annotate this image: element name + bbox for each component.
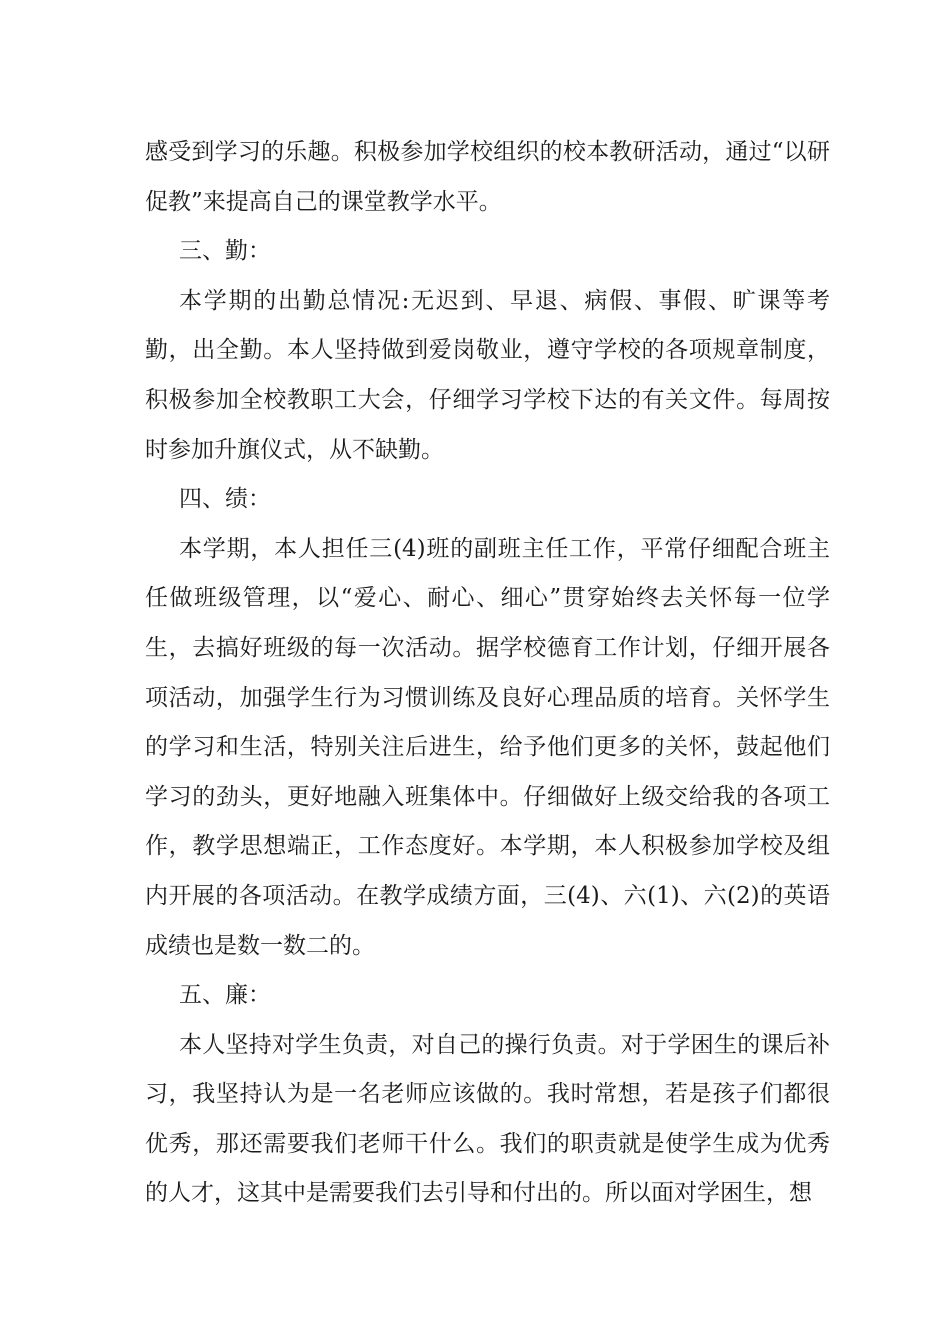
- section-heading-lian: 五、廉：: [179, 982, 271, 1009]
- paragraph-performance: 本学期，本人担任三(4)班的副班主任工作，平常仔细配合班主任做班级管理，以“爱心、耐心、细心”贯穿始终去关怀每一位学生，去搞好班级的每一次活动。据学校德育工作计划，仔细开展各项活动，加强学生行为习惯训练及良好心理品质的培育。关怀学生的学习和生活，特别关注后进生，给予他们更多的关怀，鼓起他们学习的劲头，更好地融入班集体中。仔细做好上级交给我的各项工作，教学思想端正，工作态度好。本学期，本人积极参加学校及组内开展的各项活动。在教学成绩方面，三(4)、六(1)、六(2)的英语成绩也是数一数二的。: [145, 535, 830, 959]
- paragraph-attendance: 本学期的出勤总情况:无迟到、早退、病假、事假、旷课等考勤，出全勤。本人坚持做到爱岗敬业，遵守学校的各项规章制度，积极参加全校教职工大会，仔细学习学校下达的有关文件。每周按时参加升旗仪式，从不缺勤。: [145, 287, 830, 463]
- section-heading-ji: 四、绩：: [179, 486, 271, 513]
- paragraph-continued: 感受到学习的乐趣。积极参加学校组织的校本教研活动，通过“以研促教”来提高自己的课堂教学水平。: [145, 139, 830, 215]
- section-heading-qin: 三、勤：: [179, 238, 271, 265]
- paragraph-integrity: 本人坚持对学生负责，对自己的操行负责。对于学困生的课后补习，我坚持认为是一名老师应该做的。我时常想，若是孩子们都很优秀，那还需要我们老师干什么。我们的职责就是使学生成为优秀的人才，这其中是需要我们去引导和付出的。所以面对学困生，想: [145, 1031, 830, 1207]
- document-page: [145, 128, 830, 1219]
